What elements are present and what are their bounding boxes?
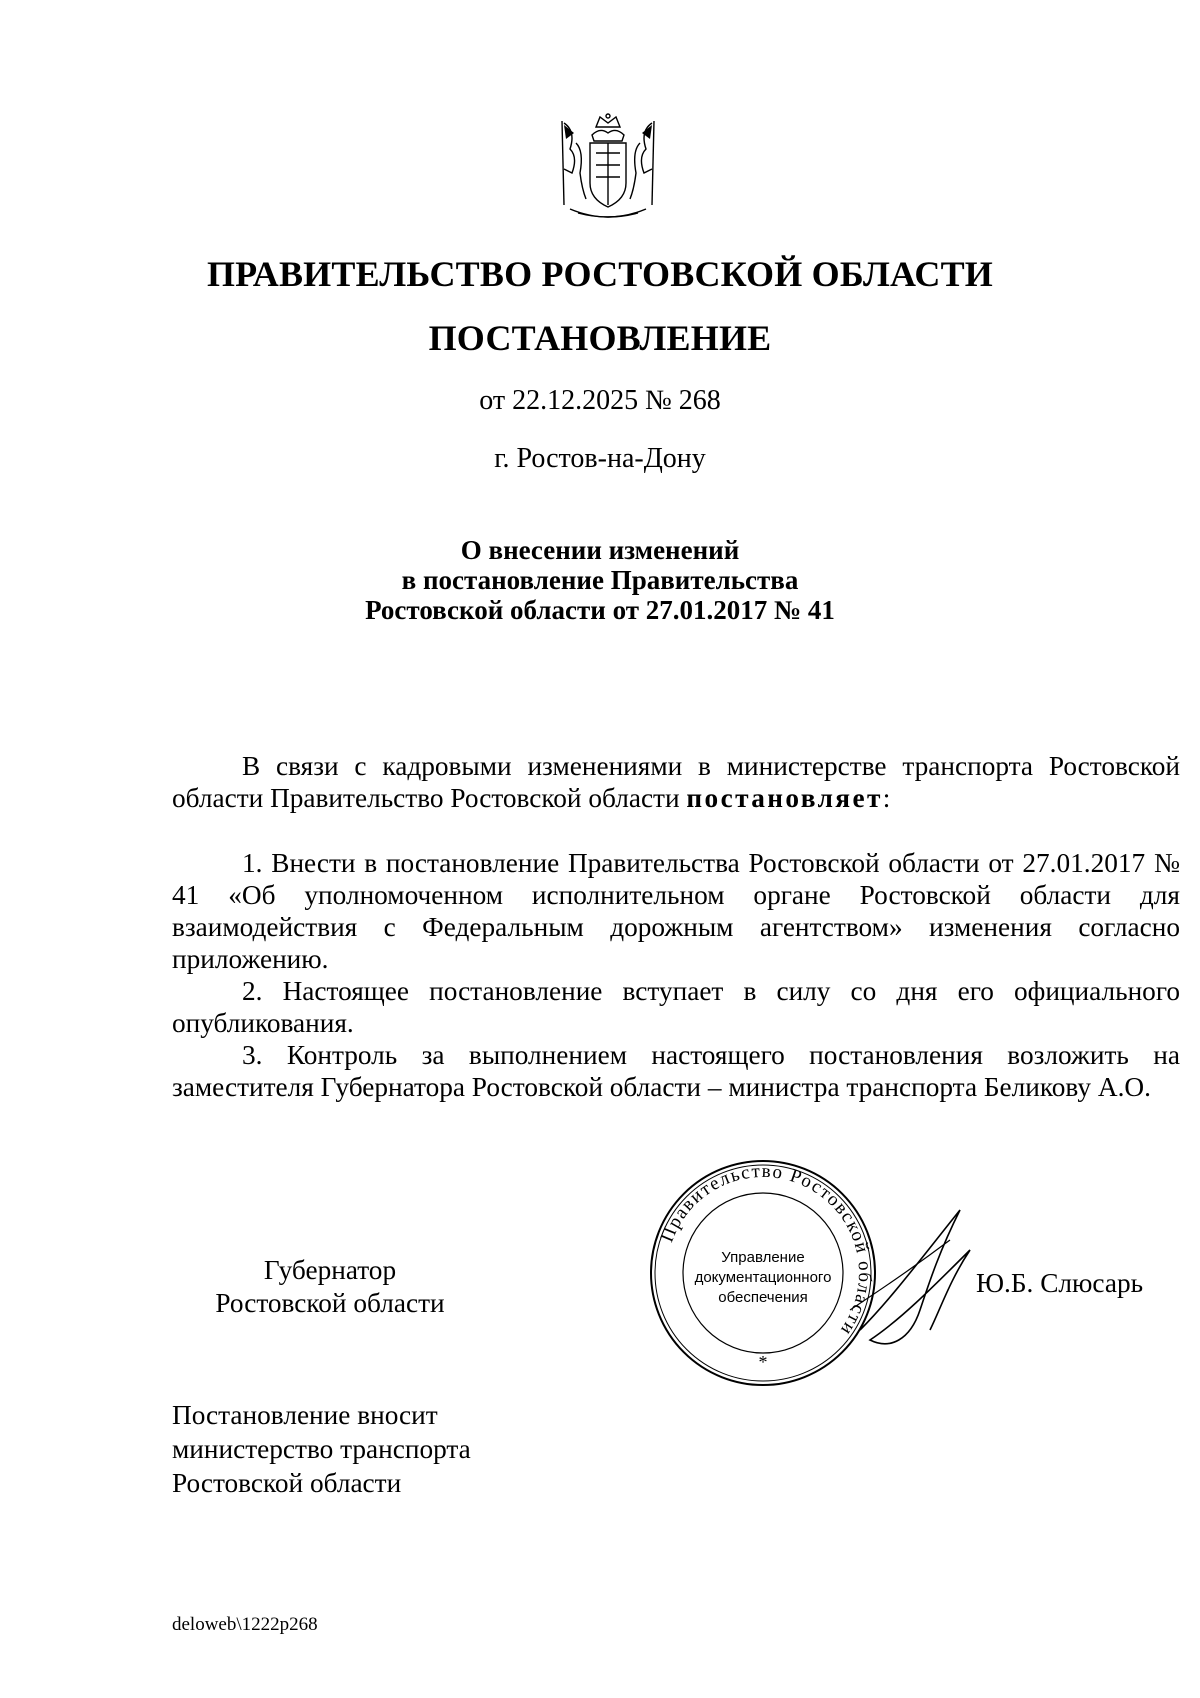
seal-star: * <box>758 1352 768 1372</box>
submitter-block <box>172 1398 471 1500</box>
submitter-line-2: министерство транспорта <box>172 1434 471 1464</box>
resolution-item: 3. Контроль за выполнением настоящего постановления возложить на заместителя Губернатора Ростовской области – министра транспорта Беликову А.О. <box>172 1040 1180 1102</box>
seal-inner-line-1: Управление <box>721 1249 805 1266</box>
preamble-keyword: постановляет <box>686 783 883 813</box>
seal-inner-line-3: обеспечения <box>718 1289 808 1306</box>
document-city: г. Ростов-на-Дону <box>494 443 706 474</box>
governor-title <box>190 1254 470 1320</box>
seal-outer-text: Правительство Ростовской области <box>656 1160 876 1341</box>
rostov-oblast-coat-of-arms-icon <box>556 113 660 225</box>
authority-title: ПРАВИТЕЛЬСТВО РОСТОВСКОЙ ОБЛАСТИ <box>206 254 994 294</box>
seal-inner-line-2: документационного <box>694 1269 832 1286</box>
governor-name: Ю.Б. Слюсарь <box>976 1268 1144 1298</box>
submitter-line-3: Ростовской области <box>172 1468 402 1498</box>
subject-line-2: в постановление Правительства <box>401 565 799 595</box>
preamble-end: : <box>882 783 891 813</box>
document-type: ПОСТАНОВЛЕНИЕ <box>428 318 772 358</box>
resolution-item: 2. Настоящее постановление вступает в силу со дня его официального опубликования. <box>172 976 1180 1038</box>
preamble-paragraph <box>172 750 1180 814</box>
resolution-items <box>172 847 1180 1103</box>
subject-line-3: Ростовской области от 27.01.2017 № 41 <box>365 595 835 625</box>
subject-line-1: О внесении изменений <box>460 535 740 565</box>
governor-title-line-1: Губернатор <box>263 1255 397 1285</box>
submitter-line-1: Постановление вносит <box>172 1400 438 1430</box>
document-date-number: от 22.12.2025 № 268 <box>479 385 721 416</box>
document-code: deloweb\1222p268 <box>172 1614 318 1635</box>
governor-title-line-2: Ростовской области <box>215 1288 445 1318</box>
preamble-text: В связи с кадровыми изменениями в министерстве транспорта Ростовской области Правительство Ростовской области <box>172 751 1180 813</box>
handwritten-signature <box>830 1190 990 1360</box>
resolution-item: 1. Внести в постановление Правительства Ростовской области от 27.01.2017 № 41 «Об уполномоченном исполнительном органе Ростовской области для взаимодействия с Федеральным дорожным агентством» изменения согласно приложению. <box>172 848 1180 974</box>
